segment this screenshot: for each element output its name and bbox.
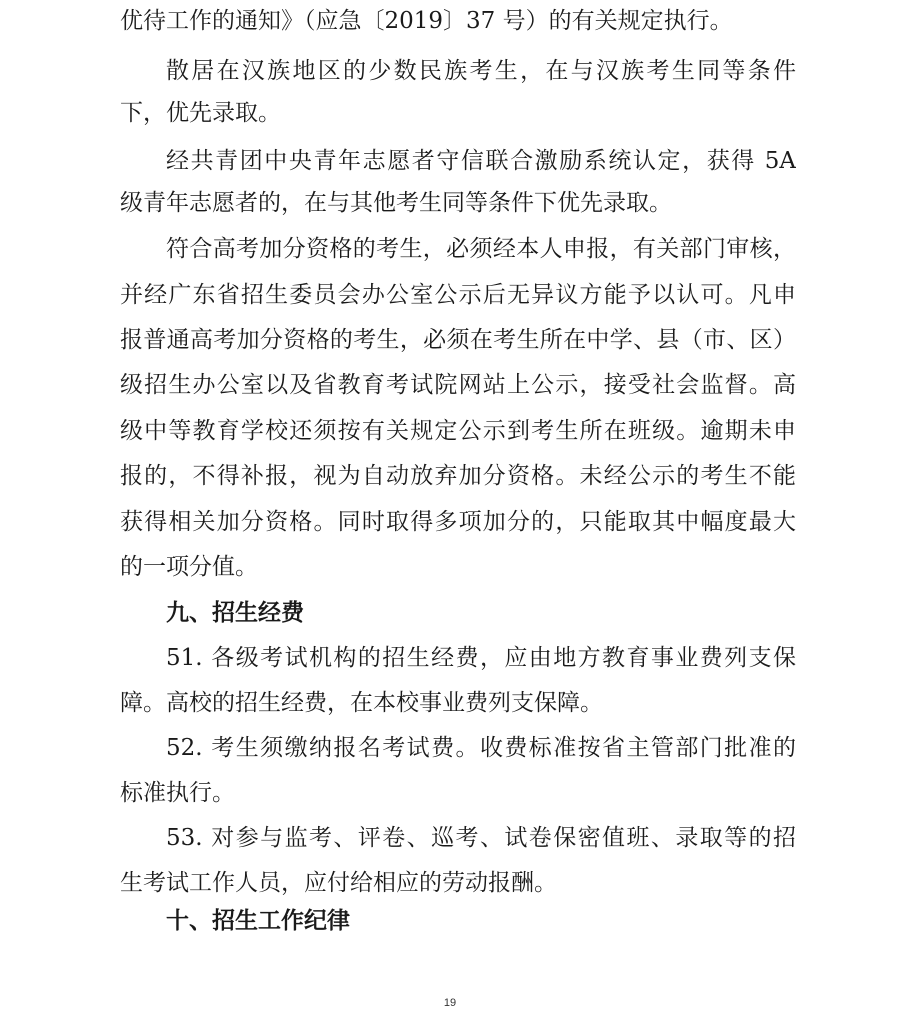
paragraph-line: 级青年志愿者的，在与其他考生同等条件下优先录取。 [120, 190, 672, 216]
section-heading: 十、招生工作纪律 [166, 908, 350, 934]
paragraph-line: 优待工作的通知》（应急〔2019〕37 号）的有关规定执行。 [120, 8, 733, 34]
paragraph-line: 障。高校的招生经费，在本校事业费列支保障。 [120, 690, 603, 716]
paragraph-line: 生考试工作人员，应付给相应的劳动报酬。 [120, 870, 557, 896]
paragraph-line: 并经广东省招生委员会办公室公示后无异议方能予以认可。凡申 [120, 282, 796, 308]
paragraph-line: 经共青团中央青年志愿者守信联合激励系统认定，获得 5A [166, 148, 796, 174]
paragraph-line: 下，优先录取。 [120, 100, 281, 126]
section-heading: 九、招生经费 [166, 600, 304, 626]
paragraph-line: 级招生办公室以及省教育考试院网站上公示，接受社会监督。高 [120, 372, 796, 398]
paragraph-line: 报普通高考加分资格的考生，必须在考生所在中学、县（市、区） [120, 327, 796, 353]
paragraph-line: 获得相关加分资格。同时取得多项加分的，只能取其中幅度最大 [120, 509, 796, 535]
paragraph-line: 散居在汉族地区的少数民族考生，在与汉族考生同等条件 [166, 58, 796, 84]
paragraph-line: 52. 考生须缴纳报名考试费。收费标准按省主管部门批准的 [166, 735, 796, 761]
paragraph-line: 标准执行。 [120, 780, 235, 806]
paragraph-line: 53. 对参与监考、评卷、巡考、试卷保密值班、录取等的招 [166, 825, 796, 851]
page-number: 19 [443, 997, 457, 1009]
paragraph-line: 51. 各级考试机构的招生经费，应由地方教育事业费列支保 [166, 645, 796, 671]
paragraph-line: 符合高考加分资格的考生，必须经本人申报，有关部门审核， [166, 236, 796, 262]
paragraph-line: 报的，不得补报，视为自动放弃加分资格。未经公示的考生不能 [120, 463, 796, 489]
paragraph-line: 级中等教育学校还须按有关规定公示到考生所在班级。逾期未申 [120, 418, 796, 444]
paragraph-line: 的一项分值。 [120, 554, 258, 580]
